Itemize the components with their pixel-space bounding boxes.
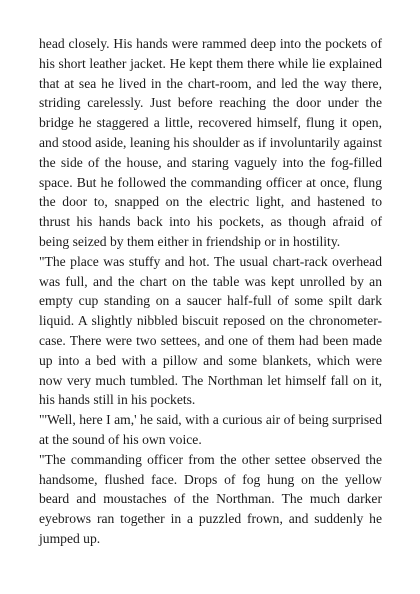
paragraph-4: "The commanding officer from the other settee observed the handsome, flushed face. Drops of fog hung on the yellow beard and moustaches of the Northman. The much darker eyebrows ran together in a puzzled frown, and suddenly he jumped up. — [39, 451, 382, 546]
paragraph-1: head closely. His hands were rammed deep into the pockets of his short leather jacket. He kept them there while lie explained that at sea he lived in the chart-room, and led the way there, striding carelessly. Just before reaching the door under the bridge he staggered a little, recovered himself, flung it open, and stood aside, leaning his shoulder as if involuntarily against the side of the house, and staring vaguely into the fog-filled space. But he followed the commanding officer at once, flung the door to, snapped on the electric light, and hastened to thrust his hands back into his pockets, as though afraid of being seized by them either in friendship or in hostility. — [39, 36, 382, 249]
paragraph-2: "The place was stuffy and hot. The usual chart-rack overhead was full, and the chart on the table was kept unrolled by an empty cup standing on a saucer half-full of some spilt dark liquid. A slightly nibbled biscuit reposed on the chronometer-case. There were two settees, and one of them had been made up into a bed with a pillow and some blankets, which were now very much tumbled. The Northman let himself fall on it, his hands still in his pockets. — [39, 253, 382, 408]
document-page — [39, 34, 382, 549]
paragraph-3: "'Well, here I am,' he said, with a curious air of being surprised at the sound of his own voice. — [39, 412, 382, 447]
